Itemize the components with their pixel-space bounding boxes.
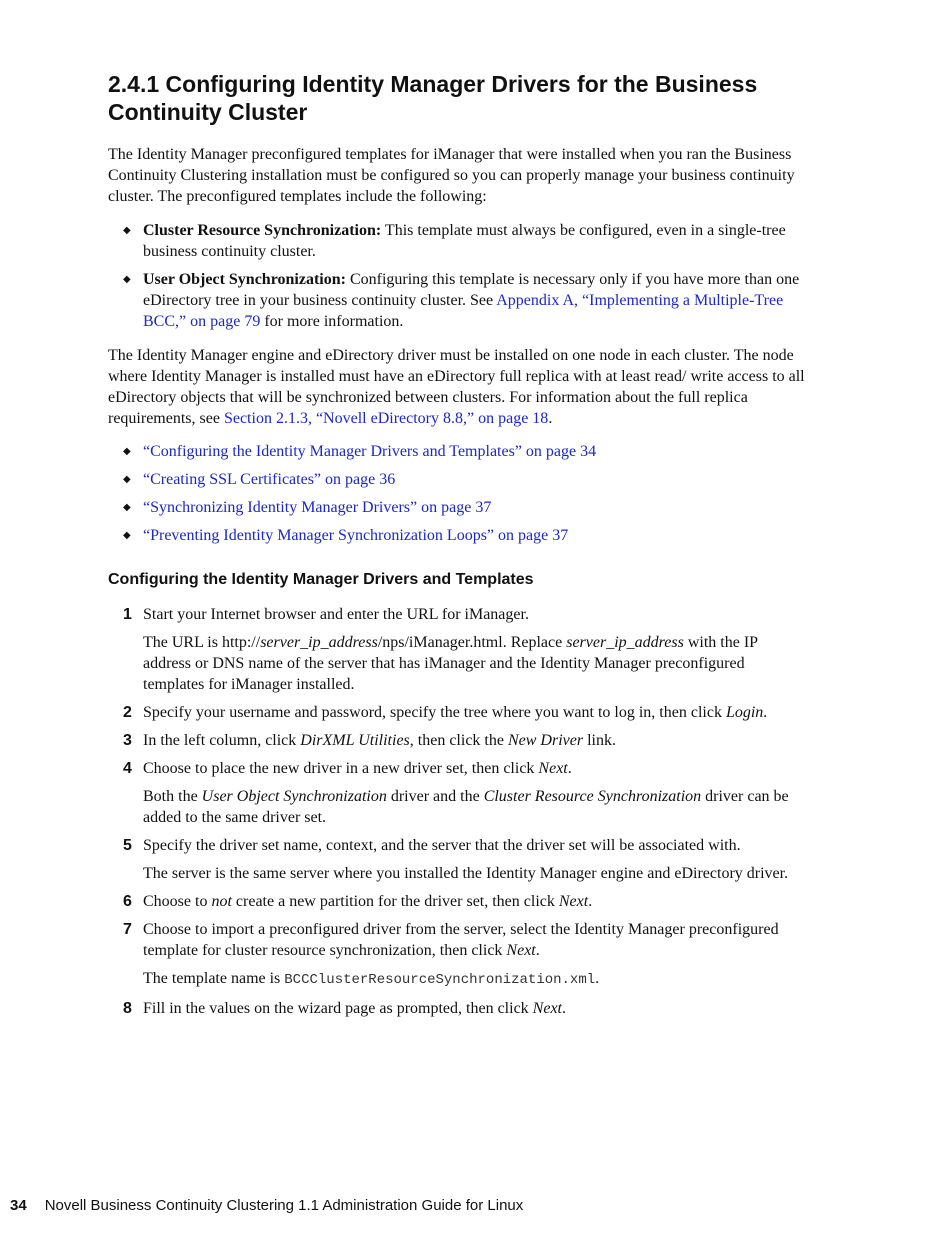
list-item bbox=[108, 441, 808, 462]
page-number: 34 bbox=[10, 1197, 27, 1214]
step-number: 7 bbox=[123, 921, 132, 938]
step-em: not bbox=[211, 893, 232, 910]
step-1 bbox=[108, 604, 808, 625]
section-link[interactable]: Section 2.1.3, “Novell eDirectory 8.8,” on page 18 bbox=[223, 410, 549, 427]
step-4 bbox=[108, 758, 808, 779]
bullet-diamond-icon: ◆ bbox=[123, 274, 131, 285]
template-filename: BCCClusterResourceSynchronization.xml bbox=[284, 972, 596, 988]
step-text: Choose to place the new driver in a new driver set, then click bbox=[143, 760, 539, 777]
step-em: Next bbox=[506, 942, 536, 959]
step-5 bbox=[108, 835, 808, 856]
detail-text: driver and the bbox=[386, 788, 484, 805]
step-1-detail bbox=[108, 632, 808, 695]
step-text: In the left column, click bbox=[143, 732, 301, 749]
detail-text: driver can be added to the same driver set. bbox=[143, 788, 789, 826]
step-em: Login bbox=[725, 704, 764, 721]
step-text: Fill in the values on the wizard page as prompted, then click bbox=[143, 1000, 533, 1017]
step-number: 6 bbox=[123, 893, 132, 910]
toc-link[interactable]: “Creating SSL Certificates” on page 36 bbox=[143, 471, 396, 488]
detail-em: Cluster Resource Synchronization bbox=[483, 788, 702, 805]
toc-link[interactable]: “Synchronizing Identity Manager Drivers” on page 37 bbox=[143, 499, 492, 516]
detail-text: . bbox=[595, 970, 600, 987]
bullet-diamond-icon: ◆ bbox=[123, 474, 131, 485]
detail-text: The template name is bbox=[143, 970, 285, 987]
template-list bbox=[108, 220, 808, 339]
step-text: . bbox=[763, 704, 768, 721]
step-7 bbox=[108, 919, 808, 961]
toc-link[interactable]: “Configuring the Identity Manager Drivers and Templates” on page 34 bbox=[143, 443, 597, 460]
detail-text: /nps/iManager.html. Replace bbox=[377, 634, 567, 651]
step-text: . bbox=[588, 893, 593, 910]
appendix-link[interactable]: Appendix A, “Implementing a Multiple-Tree BCC,” on page 79 bbox=[143, 292, 784, 330]
step-7-detail bbox=[108, 968, 808, 991]
steps-list bbox=[108, 604, 808, 1026]
description: This template must always be configured, even in a single-tree business continuity cluster. bbox=[143, 222, 786, 260]
step-3 bbox=[108, 730, 808, 751]
step-text: create a new partition for the driver set, then click bbox=[231, 893, 559, 910]
description-end: for more information. bbox=[260, 313, 404, 330]
term: User Object Synchronization: bbox=[143, 271, 346, 288]
engine-end: . bbox=[548, 410, 553, 427]
step-4-detail bbox=[108, 786, 808, 828]
footer-title: Novell Business Continuity Clustering 1.1 Administration Guide for Linux bbox=[44, 1197, 524, 1214]
step-text: Specify the driver set name, context, and the server that the driver set will be associated with. bbox=[143, 837, 741, 854]
engine-paragraph bbox=[108, 345, 808, 429]
step-number: 5 bbox=[123, 837, 132, 854]
section-title: 2.4.1 Configuring Identity Manager Drivers for the Business Continuity Cluster bbox=[108, 71, 758, 125]
step-text: , then click the bbox=[409, 732, 508, 749]
step-number: 4 bbox=[123, 760, 132, 777]
bullet-diamond-icon: ◆ bbox=[123, 530, 131, 541]
step-5-detail: The server is the same server where you installed the Identity Manager engine and eDirectory driver. bbox=[143, 865, 789, 882]
list-item bbox=[108, 469, 808, 490]
step-number: 1 bbox=[123, 606, 132, 623]
intro-paragraph: The Identity Manager preconfigured templates for iManager that were installed when you ran the Business Continuity Clustering installation must be configured so you can properly manage your business continuity cluster. The preconfigured templates include the following: bbox=[108, 146, 795, 205]
engine-text: The Identity Manager engine and eDirectory driver must be installed on one node in each cluster. The node where Identity Manager is installed must have an eDirectory full replica with at least read/ write access to all eDirectory objects that will be synchronized between clusters. For information about the full replica requirements, see bbox=[108, 347, 805, 427]
step-text: link. bbox=[583, 732, 616, 749]
detail-em: server_ip_address bbox=[566, 634, 684, 651]
list-item bbox=[108, 497, 808, 518]
step-em: Next bbox=[532, 1000, 562, 1017]
term: Cluster Resource Synchronization: bbox=[143, 222, 382, 239]
detail-text: The URL is http:// bbox=[143, 634, 261, 651]
detail-text: with the IP address or DNS name of the server that has iManager and the Identity Manager preconfigured templates for iManager installed. bbox=[143, 634, 758, 693]
bullet-diamond-icon: ◆ bbox=[123, 502, 131, 513]
step-text: . bbox=[562, 1000, 566, 1017]
step-em: Next bbox=[538, 760, 568, 777]
description: Configuring this template is necessary only if you have more than one eDirectory tree in your business continuity cluster. See bbox=[143, 271, 800, 309]
list-item bbox=[108, 220, 808, 262]
step-8 bbox=[108, 998, 808, 1019]
step-text: . bbox=[535, 942, 540, 959]
step-text: Start your Internet browser and enter the URL for iManager. bbox=[143, 606, 529, 623]
list-item bbox=[108, 525, 808, 546]
bullet-diamond-icon: ◆ bbox=[123, 225, 131, 236]
step-em: DirXML Utilities bbox=[300, 732, 410, 749]
step-text: Specify your username and password, specify the tree where you want to log in, then click bbox=[143, 704, 726, 721]
step-text: . bbox=[567, 760, 572, 777]
detail-text: Both the bbox=[143, 788, 202, 805]
step-em: New Driver bbox=[507, 732, 584, 749]
toc-link[interactable]: “Preventing Identity Manager Synchronization Loops” on page 37 bbox=[143, 527, 569, 544]
page-footer bbox=[10, 1197, 523, 1214]
step-6 bbox=[108, 891, 808, 912]
step-number: 8 bbox=[123, 1000, 132, 1017]
subsection-title: Configuring the Identity Manager Drivers and Templates bbox=[108, 571, 534, 588]
step-text: Choose to import a preconfigured driver from the server, select the Identity Manager preconfigured template for cluster resource synchronization, then click bbox=[143, 921, 779, 959]
toc-list bbox=[108, 441, 808, 553]
step-number: 3 bbox=[123, 732, 132, 749]
step-2 bbox=[108, 702, 808, 723]
step-em: Next bbox=[558, 893, 589, 910]
detail-em: User Object Synchronization bbox=[201, 788, 387, 805]
step-text: Choose to bbox=[143, 893, 212, 910]
bullet-diamond-icon: ◆ bbox=[123, 446, 131, 457]
detail-em: server_ip_address bbox=[260, 634, 378, 651]
step-number: 2 bbox=[123, 704, 132, 721]
list-item bbox=[108, 269, 808, 332]
